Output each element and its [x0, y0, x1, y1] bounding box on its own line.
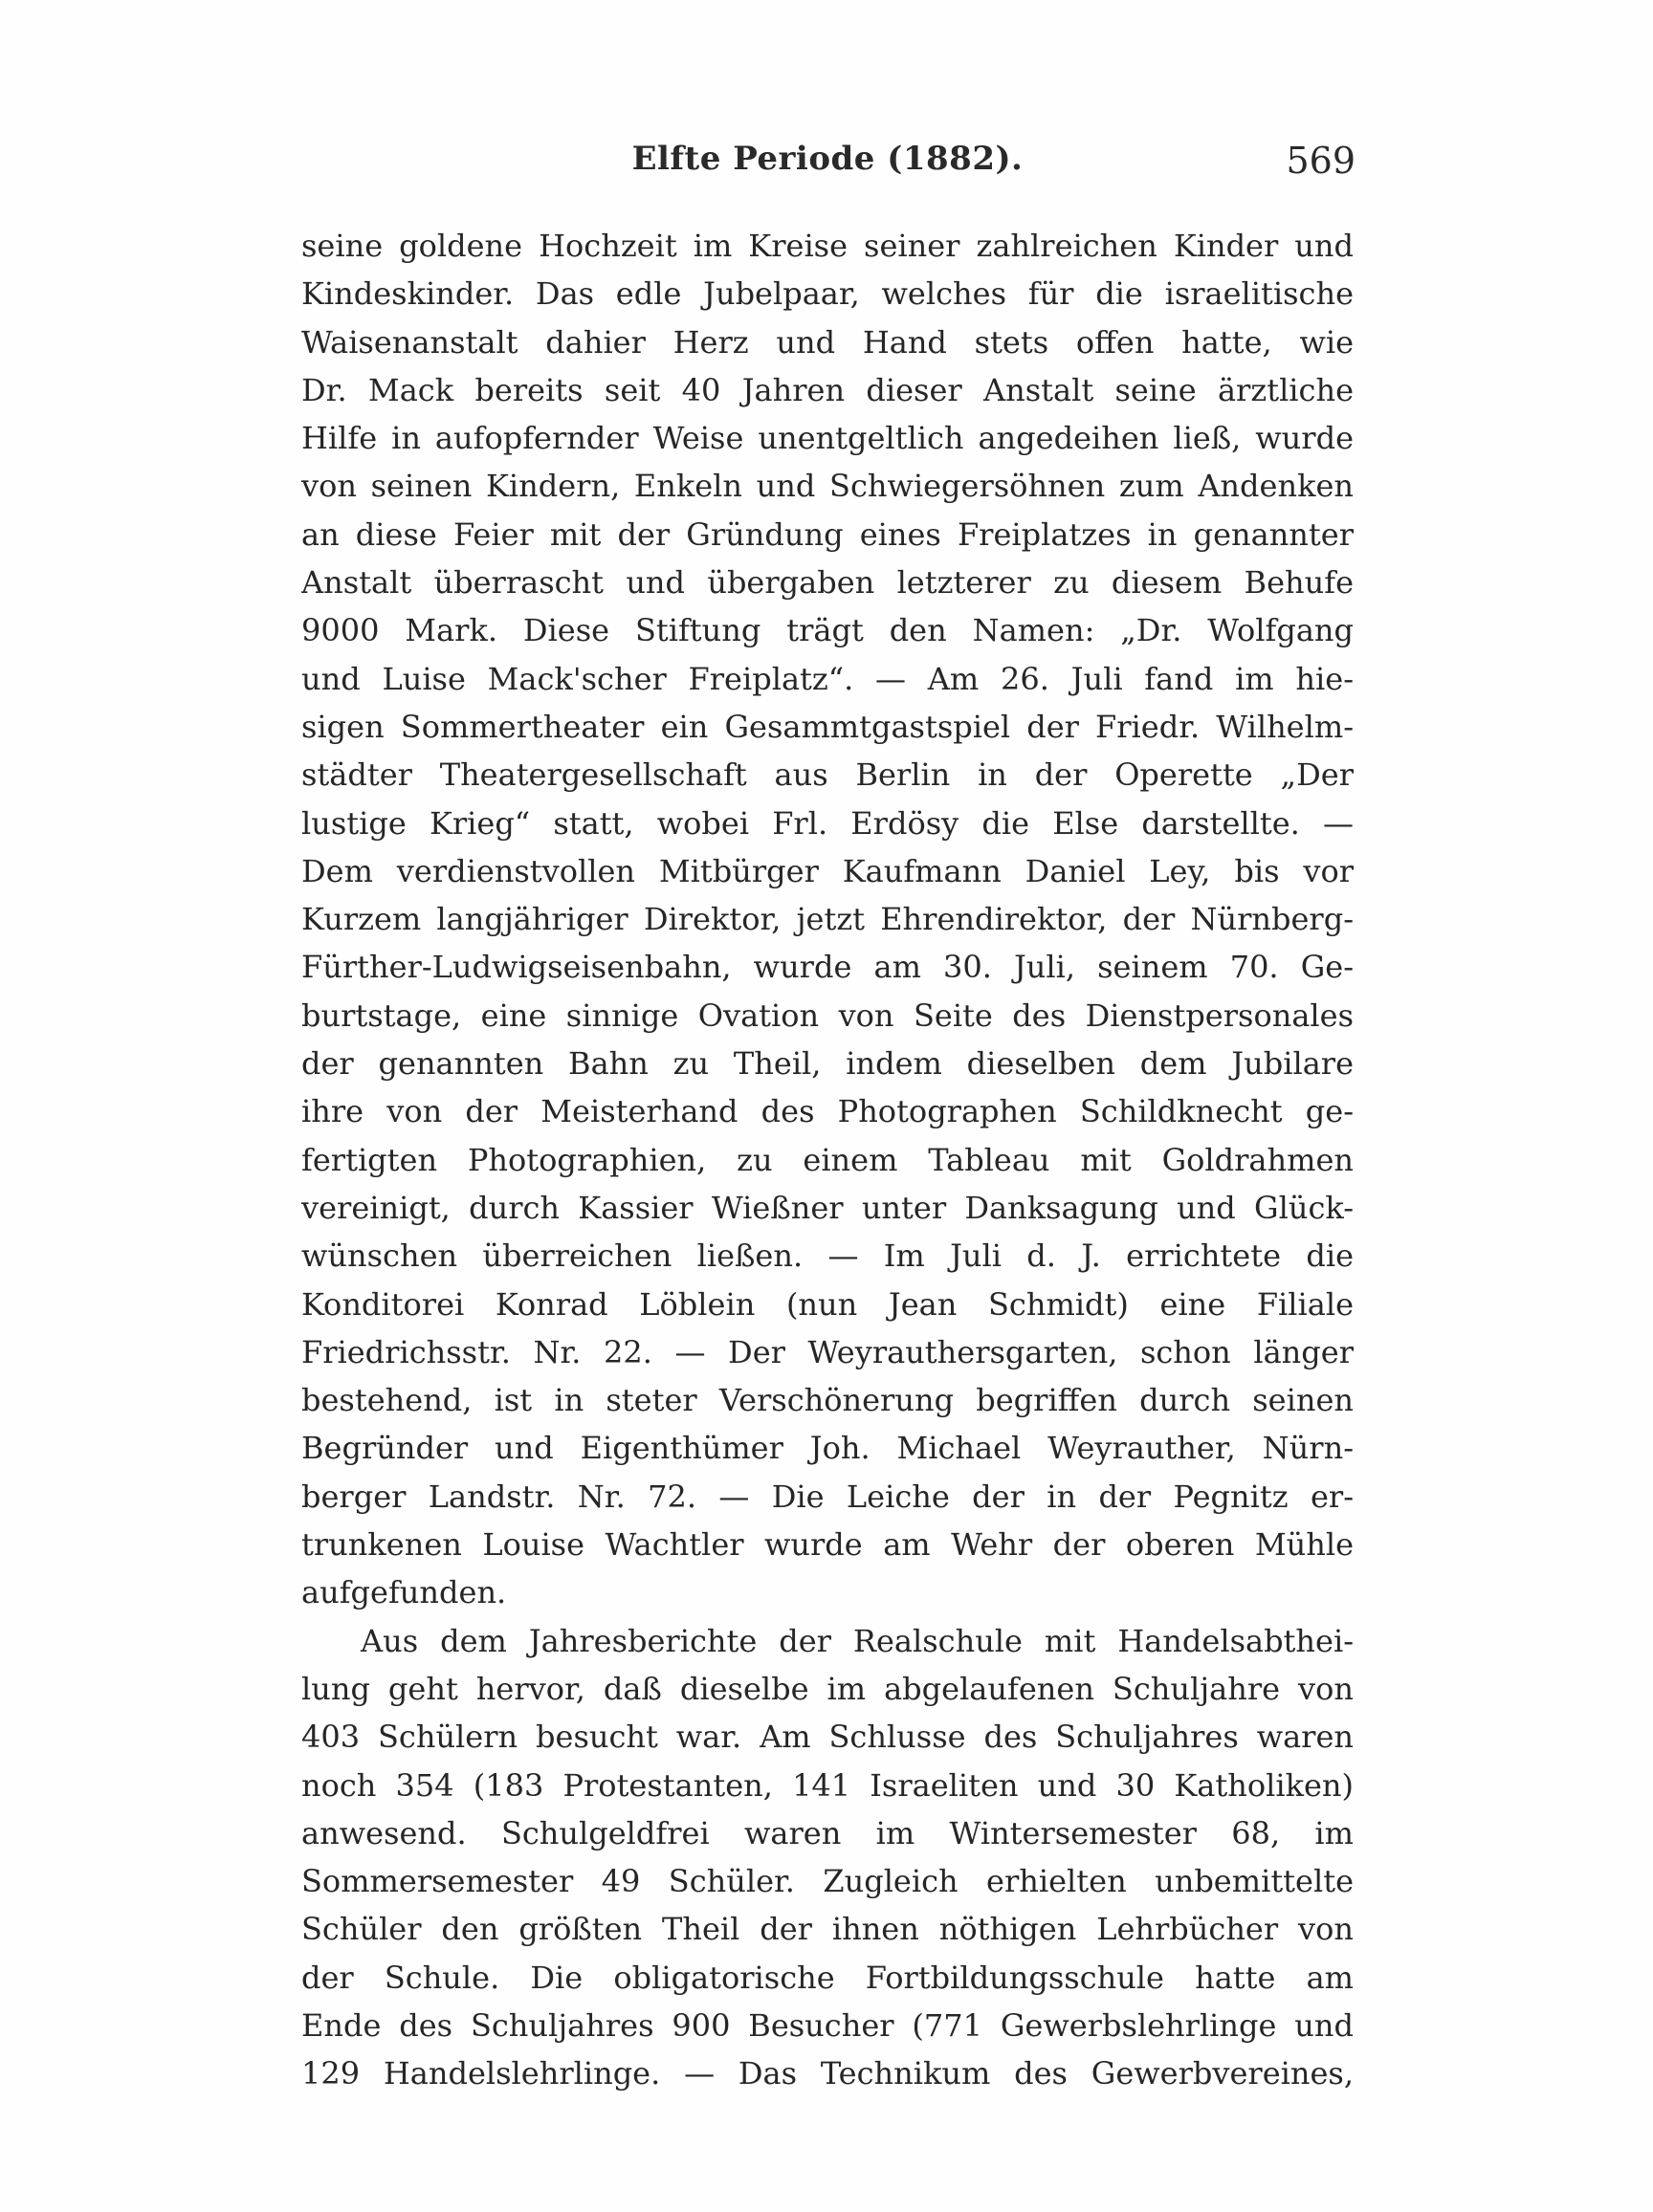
text-line: der genannten Bahn zu Theil, indem dieselben dem Jubilare [301, 1045, 1354, 1083]
text-line: lung geht hervor, daß dieselbe im abgelaufenen Schuljahre von [301, 1670, 1354, 1707]
text-line: Konditorei Konrad Löblein (nun Jean Schmidt) eine Filiale [301, 1285, 1354, 1323]
text-line: Fürther-Ludwigseisenbahn, wurde am 30. Juli, seinem 70. Ge- [301, 949, 1354, 986]
running-head: Elfte Periode (1882). [631, 140, 1024, 178]
page-header [301, 140, 1354, 197]
text-line: Schüler den größten Theil der ihnen nöthigen Lehrbücher von [301, 1911, 1354, 1948]
text-line: der Schule. Die obligatorische Fortbildungsschule hatte am [301, 1959, 1354, 1996]
text-line: fertigten Photographien, zu einem Tableau mit Goldrahmen [301, 1141, 1354, 1178]
text-line: Dr. Mack bereits seit 40 Jahren dieser Anstalt seine ärztliche [301, 371, 1354, 408]
text-line: 403 Schülern besucht war. Am Schlusse des Schuljahres waren [301, 1719, 1354, 1756]
text-line: burtstage, eine sinnige Ovation von Seite des Dienstpersonales [301, 996, 1354, 1034]
text-line: noch 354 (183 Protestanten, 141 Israeliten und 30 Katholiken) [301, 1766, 1354, 1804]
text-line: ihre von der Meisterhand des Photographen Schildknecht ge- [301, 1093, 1354, 1130]
text-line: trunkenen Louise Wachtler wurde am Wehr der oberen Mühle [301, 1526, 1354, 1564]
text-line: 9000 Mark. Diese Stiftung trägt den Namen: „Dr. Wolfgang [301, 612, 1354, 649]
text-line: Waisenanstalt dahier Herz und Hand stets offen hatte, wie [301, 323, 1354, 361]
body-text [301, 222, 1354, 2098]
text-line: Hilfe in aufopfernder Weise unentgeltlich angedeihen ließ, wurde [301, 420, 1354, 457]
text-line: an diese Feier mit der Gründung eines Freiplatzes in genannter [301, 515, 1354, 553]
text-line: Sommersemester 49 Schüler. Zugleich erhielten unbemittelte [301, 1863, 1354, 1900]
text-line: sigen Sommertheater ein Gesammtgastspiel der Friedr. Wilhelm- [301, 708, 1354, 745]
text-line: Kindeskinder. Das edle Jubelpaar, welches für die israelitische [301, 275, 1354, 313]
text-line: berger Landstr. Nr. 72. — Die Leiche der in der Pegnitz er- [301, 1478, 1354, 1515]
text-line: vereinigt, durch Kassier Wießner unter Danksagung und Glück- [301, 1189, 1354, 1226]
text-line: Ende des Schuljahres 900 Besucher (771 Gewerbslehrlinge und [301, 2006, 1354, 2044]
text-line: Anstalt überrascht und übergaben letzterer zu diesem Behufe [301, 564, 1354, 602]
page-number: 569 [1286, 140, 1355, 182]
text-line: städter Theatergesellschaft aus Berlin in der Operette „Der [301, 756, 1354, 794]
text-line: 129 Handelslehrlinge. — Das Technikum des Gewerbvereines, [301, 2055, 1354, 2092]
paragraph-start-line: Aus dem Jahresberichte der Realschule mit Handelsabthei- [361, 1622, 1354, 1659]
text-line: bestehend, ist in steter Verschönerung begriffen durch seinen [301, 1382, 1354, 1419]
text-line: anwesend. Schulgeldfrei waren im Wintersemester 68, im [301, 1814, 1354, 1851]
text-line: und Luise Mack'scher Freiplatz“. — Am 26. Juli fand im hie- [301, 660, 1354, 697]
paragraph-end-line: aufgefunden. [301, 1574, 507, 1611]
text-line: seine goldene Hochzeit im Kreise seiner zahlreichen Kinder und [301, 228, 1354, 264]
text-line: lustige Krieg“ statt, wobei Frl. Erdösy die Else darstellte. — [301, 804, 1354, 842]
text-line: Dem verdienstvollen Mitbürger Kaufmann Daniel Ley, bis vor [301, 852, 1354, 889]
text-line: von seinen Kindern, Enkeln und Schwiegersöhnen zum Andenken [301, 468, 1354, 505]
text-line: wünschen überreichen ließen. — Im Juli d. J. errichtete die [301, 1237, 1354, 1275]
text-line: Friedrichsstr. Nr. 22. — Der Weyrauthersgarten, schon länger [301, 1333, 1354, 1370]
text-line: Kurzem langjähriger Direktor, jetzt Ehrendirektor, der Nürnberg- [301, 901, 1354, 938]
text-line: Begründer und Eigenthümer Joh. Michael Weyrauther, Nürn- [301, 1430, 1354, 1467]
